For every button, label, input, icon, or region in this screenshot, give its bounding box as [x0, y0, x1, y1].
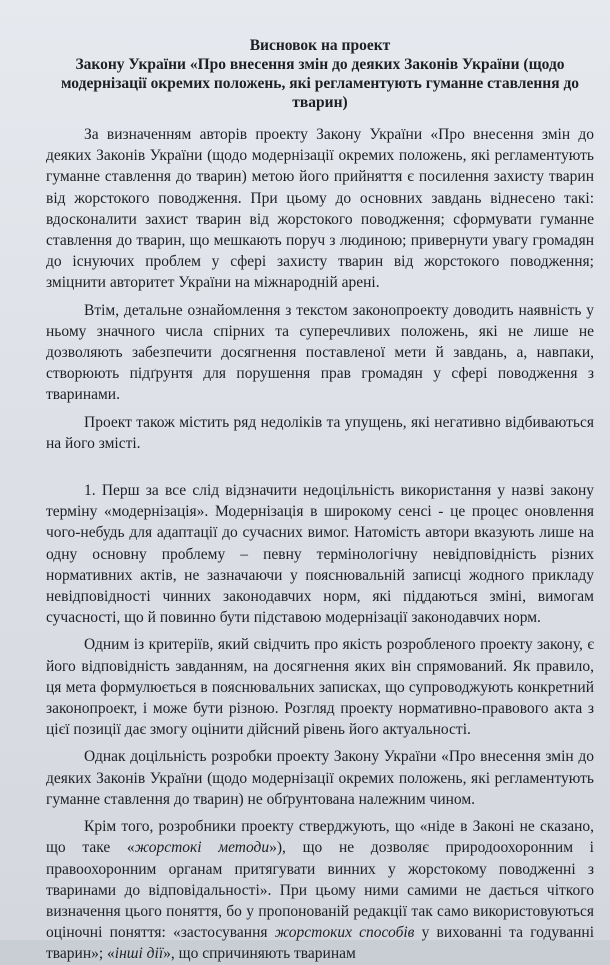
italic-term: жорстоких способів [274, 924, 415, 942]
paragraph-shortcomings: Проект також містить ряд недоліків та упущень, які негативно відбиваються на його змісті. [46, 413, 594, 452]
italic-term: жорстокі методи [134, 839, 270, 857]
text-run: »), що не дозволяє природоохоронним і правоохоронним органам притягувати винних у жорстокому поводженні з тваринами до відповідальності». При цьому ними самими не дається чіткого визначення цього поняття, бо у пропонованій редакції так само використовуються оціночні поняття: «застосування [46, 839, 594, 942]
document-subtitle: Закону України «Про внесення змін до деяких Законів України (щодо модернізації окремих положень, які регламентують гуманне ставлення до тварин) [60, 56, 580, 111]
document-title: Висновок на проект [249, 37, 391, 54]
text-run: Крім того, розробники проекту стверджують, що «ніде в Законі не сказано, що таке « [46, 818, 594, 857]
text-run: », що спричиняють тваринам [163, 945, 356, 963]
paragraph-not-justified: Однак доцільність розробки проекту Закону України «Про внесення змін до деяких Законів України (щодо модернізації окремих положень, які регламентують гуманне ставлення до тварин) не обґрунтована належним чином. [46, 748, 594, 808]
paragraph-intro: За визначенням авторів проекту Закону України «Про внесення змін до деяких Законів України (щодо модернізації окремих положень, які регламентують гуманне ставлення до тварин) метою його прийняття є посилення захисту тварин від жорстокого поводження. При цьому до основних завдань віднесено такі: вдосконалити захист тварин від жорстокого поводження; сформувати гуманне ставлення до тварин, що мешкають поруч з людиною; привернути увагу громадян до існуючих проблем у сфері захисту тварин від жорстокого поводження; зміцнити авторитет України на міжнародній арені. [46, 126, 594, 292]
italic-term: інші дії [114, 945, 164, 963]
text-run: у вихованні та годуванні тварин»; « [46, 924, 595, 963]
spacer [46, 454, 594, 480]
paragraph-developers-claim [46, 816, 594, 964]
paragraph-point-1: 1. Перш за все слід відзначити недоцільність використання у назві закону терміну «модернізація». Модернізація в широкому сенсі - це процес оновлення чого-небудь для адаптації до сучасних вимог. Натомість автори вказують лише на одну основну проблему – певну термінологічну невідповідність різних нормативних актів, не зазначаючи у пояснювальній записці жодного прикладу невідповідності чинних законодавчих норм, які піддаються зміні, вимогам сучасності, що й повинно бути підставою модернізації законодавчих норм. [46, 482, 594, 627]
paragraph-however: Втім, детальне ознайомлення з текстом законопроекту доводить наявність у ньому значного числа спірних та суперечливих положень, які не лише не дозволяють забезпечити досягнення поставленої мети й завдань, а, навпаки, створюють підґрунтя для порушення прав громадян у сфері поводження з тваринами. [46, 301, 594, 404]
paragraph-criteria: Одним із критеріїв, який свідчить про якість розробленого проекту закону, є його відповідність завданням, на досягнення яких він спрямований. Як правило, ця мета формулюється в пояснювальних записках, що супроводжують конкретний законопроект, і може бути різною. Розгляд проекту нормативно-правового акта з цієї позиції дає змогу оцінити дійсний рівень його актуальності. [46, 636, 594, 739]
document-page [46, 36, 594, 965]
